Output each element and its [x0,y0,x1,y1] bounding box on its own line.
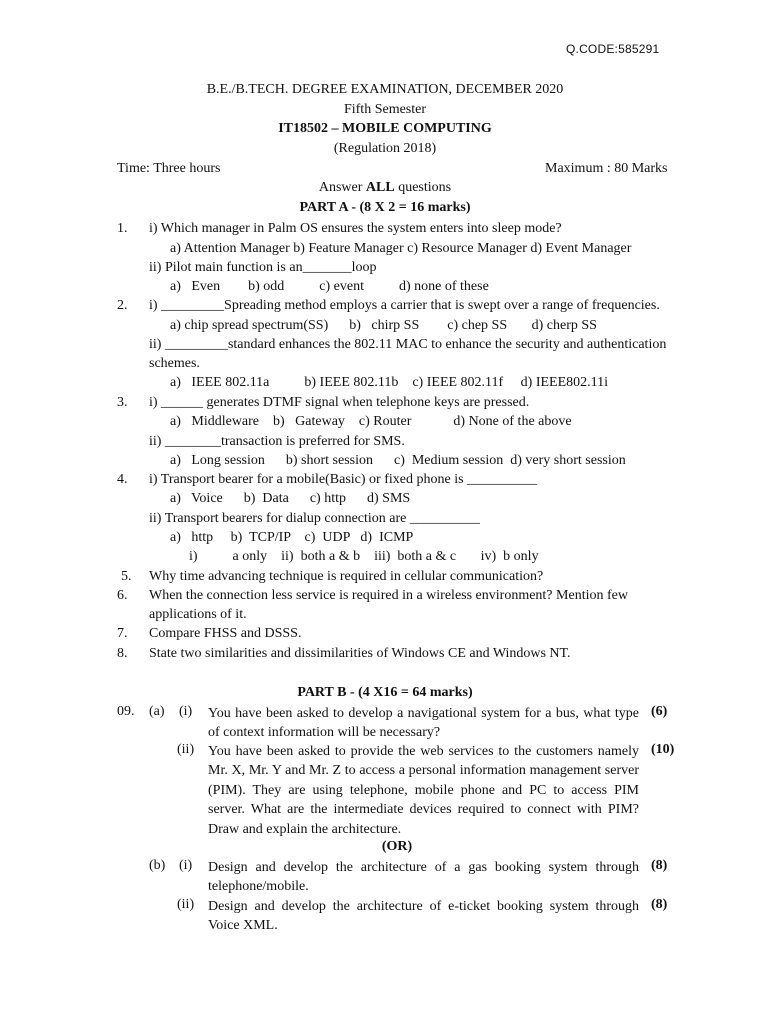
question-number: 7. [117,626,128,641]
question-5: Why time advancing technique is required in cellular communication? [149,569,544,584]
answer-instruction: Answer ALL questions [318,180,452,195]
question-6-line2: applications of it. [149,607,247,622]
part-label: (i) [179,704,193,719]
part-label: (i) [179,858,193,873]
marks-badge: (8) [651,897,668,912]
question-code: Q.CODE:585291 [566,42,660,56]
marks-badge: (6) [651,704,668,719]
question-number: 3. [117,395,128,410]
course-title: IT18502 – MOBILE COMPUTING [278,121,492,136]
question-number: 5. [121,569,132,584]
question-3-ii-options: a) Long session b) short session c) Medium session d) very short session [170,453,626,468]
question-number: 6. [117,588,128,603]
part-b-title: PART B - (4 X16 = 64 marks) [297,685,473,700]
question-4-ii-suboptions: i) a only ii) both a & b iii) both a & c iv) b only [189,549,539,564]
question-number: 8. [117,646,128,661]
question-3-i-options: a) Middleware b) Gateway c) Router d) None of the above [170,414,572,429]
semester: Fifth Semester [343,102,427,117]
question-2-i: i) _________Spreading method employs a carrier that is swept over a range of frequencies. [149,298,660,313]
maximum-marks: Maximum : 80 Marks [545,161,668,176]
question-2-ii-options: a) IEEE 802.11a b) IEEE 802.11b c) IEEE 802.11f d) IEEE802.11i [170,375,609,390]
question-9b-i: Design and develop the architecture of a gas booking system through telephone/mobile. [208,860,639,895]
question-2-ii-line2: schemes. [149,356,200,371]
part-a-title: PART A - (8 X 2 = 16 marks) [299,200,471,215]
question-4-ii-options: a) http b) TCP/IP c) UDP d) ICMP [170,530,414,545]
question-2-i-options: a) chip spread spectrum(SS) b) chirp SS c) chep SS d) cherp SS [170,318,597,333]
question-1-ii-options: a) Even b) odd c) event d) none of these [170,279,489,294]
subquestion-label: (a) [149,704,165,719]
regulation: (Regulation 2018) [333,141,437,156]
question-8: State two similarities and dissimilarities of Windows CE and Windows NT. [149,646,571,661]
question-9a-i: You have been asked to develop a navigational system for a bus, what type of context information will be necessary? [208,706,639,741]
question-7: Compare FHSS and DSSS. [149,626,302,641]
part-label: (ii) [177,742,195,757]
question-number: 4. [117,472,128,487]
question-number: 09. [117,704,135,719]
question-4-i: i) Transport bearer for a mobile(Basic) or fixed phone is __________ [149,472,538,487]
exam-title: B.E./B.TECH. DEGREE EXAMINATION, DECEMBER 2020 [206,82,564,97]
question-6-line1: When the connection less service is required in a wireless environment? Mention few [149,588,628,603]
time-allowed: Time: Three hours [117,161,221,176]
question-1-ii: ii) Pilot main function is an_______loop [149,260,377,275]
question-9a-ii: You have been asked to provide the web services to the customers namely Mr. X, Mr. Y and Mr. Z to access a personal information management server (PIM). They are using telephone, mobile phone and PC to access PIM server. What are the intermediate devices required to connect with PIM? Draw and explain the architecture. [208,744,639,837]
question-3-ii: ii) ________transaction is preferred for SMS. [149,434,405,449]
or-divider: (OR) [381,839,413,854]
question-4-ii: ii) Transport bearers for dialup connection are __________ [149,511,480,526]
question-number: 1. [117,221,128,236]
marks-badge: (8) [651,858,668,873]
question-number: 2. [117,298,128,313]
question-1-i-options: a) Attention Manager b) Feature Manager c) Resource Manager d) Event Manager [170,241,632,256]
part-label: (ii) [177,897,195,912]
question-4-i-options: a) Voice b) Data c) http d) SMS [170,491,411,506]
question-3-i: i) ______ generates DTMF signal when telephone keys are pressed. [149,395,530,410]
question-1-i: i) Which manager in Palm OS ensures the system enters into sleep mode? [149,221,562,236]
subquestion-label: (b) [149,858,166,873]
marks-badge: (10) [651,742,675,757]
question-2-ii-line1: ii) _________standard enhances the 802.11 MAC to enhance the security and authentication [149,337,667,352]
question-9b-ii: Design and develop the architecture of e-ticket booking system through Voice XML. [208,899,639,934]
